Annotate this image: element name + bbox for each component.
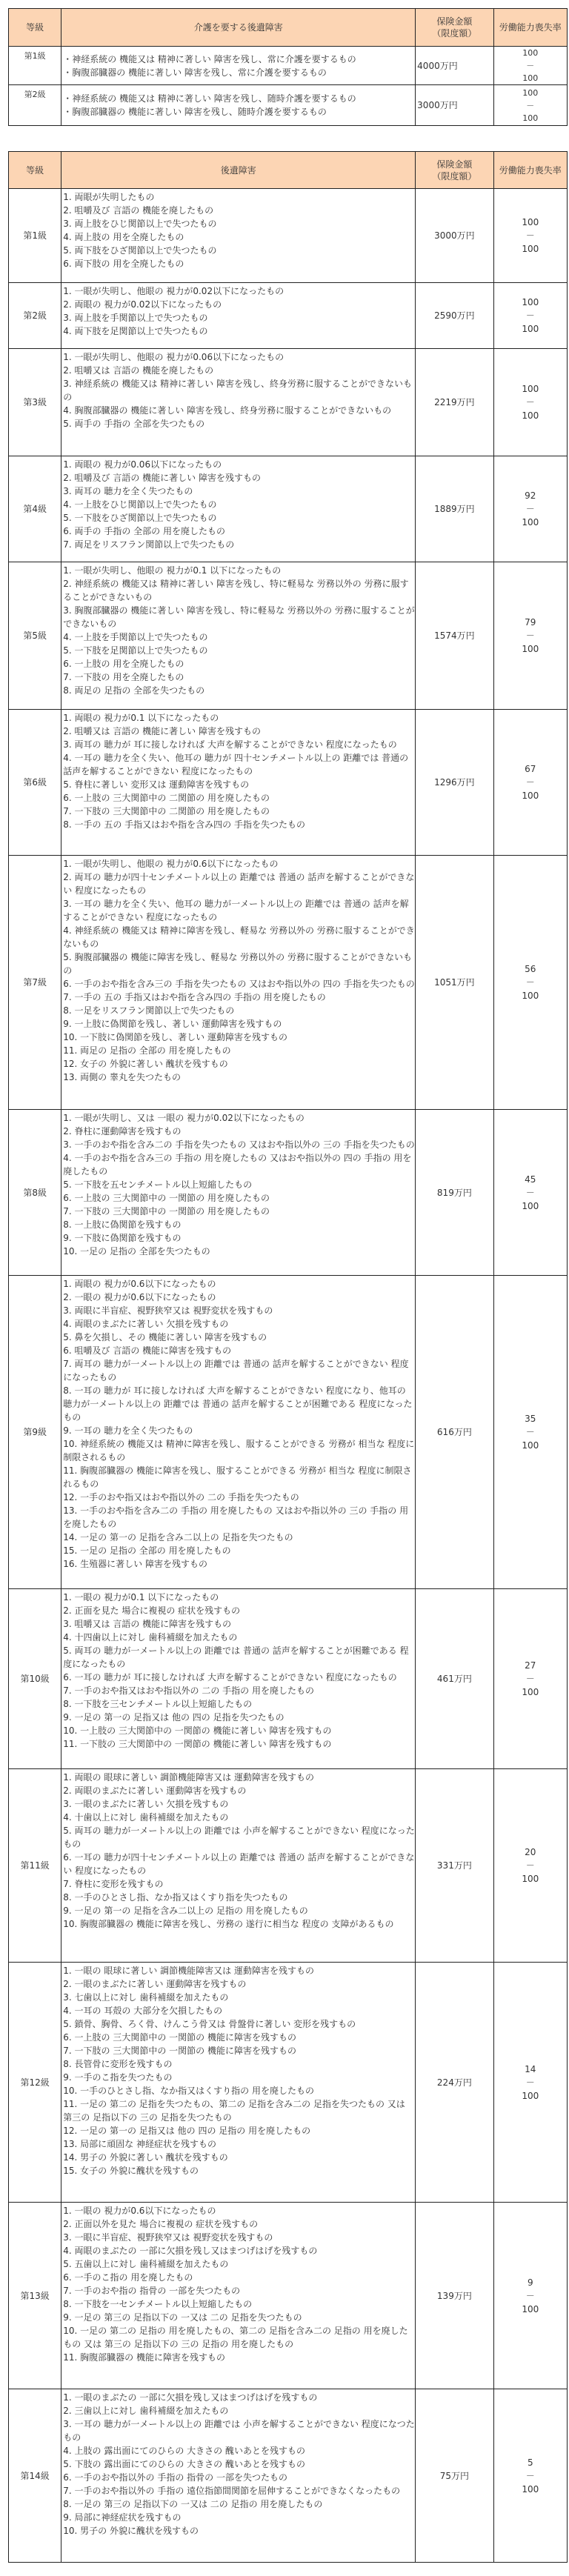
disability-item: ・胸腹部臓器の 機能に著しい 障害を残し、随時介護を要するもの	[63, 107, 327, 117]
rate-top: 56	[525, 964, 536, 974]
disability-item: 5. 一下肢をひざ関節以上で失つたもの	[63, 513, 217, 523]
disability-item: 5. 胸腹部臓器の 機能に障害を残し、軽易な 労務以外の 労務に服することができないもの	[63, 952, 412, 976]
rate-top: 100	[522, 48, 539, 58]
rate-bottom: 100	[522, 1874, 539, 1884]
disability-item: 1. 一眼のまぶたの 一部に欠損を残し又はまつげはげを残すもの	[63, 2392, 318, 2403]
disability-item: 6. 一上肢の 三大関節中の 二関節の 用を廃したもの	[63, 793, 270, 803]
rate-sep: －	[525, 777, 535, 788]
rate-top: 45	[525, 1174, 536, 1185]
disability-item: 1. 一眼の 視力が0.6以下になったもの	[63, 2206, 216, 2216]
rate-sep: －	[525, 397, 535, 407]
disability-item: 7. 脊柱に変形を残すもの	[63, 1879, 164, 1889]
disability-item: 2. 正面以外を見た 場合に複視の 症状を残すもの	[63, 2219, 259, 2229]
disability-item: 14. 一足の 第一の 足指を含み二以上の 足指を失つたもの	[63, 1532, 293, 1542]
table-row	[9, 2389, 568, 2563]
disability-item: 4. 神経系統の 機能又は 精神に障害を残し、軽易な 労務以外の 労務に服することができないもの	[63, 925, 415, 949]
disability-item: 4. 一手のおや指を含み三の 手指の 用を廃したもの 又はおや指以外の 四の 手指の 用を廃したもの	[63, 1153, 412, 1176]
insurance-amount-cell: 139万円	[416, 2203, 493, 2389]
work-capacity-loss-rate-cell	[493, 2389, 567, 2563]
insurance-amount-cell: 75万円	[416, 2389, 493, 2563]
insurance-amount-cell: 1296万円	[416, 710, 493, 856]
disability-item: 3. 両上肢をひじ関節以上で失つたもの	[63, 219, 217, 229]
rate-bottom: 100	[522, 324, 539, 334]
rate-top: 27	[525, 1660, 536, 1671]
rate-bottom: 100	[522, 73, 539, 83]
insurance-amount-cell: 331万円	[416, 1769, 493, 1963]
disability-item: 4. 両下肢を足関節以上で失つたもの	[63, 326, 208, 336]
disability-item: ・神経系統の 機能又は 精神に著しい 障害を残し、随時介護を要するもの	[63, 93, 356, 104]
disability-item: 6. 咀嚼及び 言語の 機能に障害を残すもの	[63, 1345, 232, 1356]
disability-description-cell	[61, 189, 416, 283]
work-capacity-loss-rate-cell	[493, 562, 567, 710]
disability-item: 9. 一上肢に偽関節を残し、著しい 運動障害を残すもの	[63, 1019, 282, 1029]
disability-item: 14. 男子の 外貌に著しい 醜状を残すもの	[63, 2152, 228, 2163]
disability-item: 8. 長管骨に変形を残すもの	[63, 2059, 173, 2069]
rate-sep: －	[525, 630, 535, 641]
rate-bottom: 100	[522, 1440, 539, 1451]
work-capacity-loss-rate-cell	[493, 349, 567, 456]
header-amount	[416, 152, 493, 189]
rate-bottom: 100	[522, 244, 539, 254]
table-row	[9, 189, 568, 283]
disability-item: 5. 両耳の 聴力が一メートル以上の 距離では 小声を解することができない 程度になったもの	[63, 1826, 415, 1849]
disability-item: 6. 一上肢の 用を全廃したもの	[63, 659, 184, 669]
disability-item: 16. 生殖器に著しい 障害を残すもの	[63, 1559, 207, 1569]
work-capacity-loss-rate-cell	[493, 1769, 567, 1963]
disability-item: 2. 神経系統の 機能又は 精神に著しい 障害を残し、特に軽易な 労務以外の 労務に服することができないもの	[63, 579, 409, 602]
insurance-amount-cell: 3000万円	[416, 85, 493, 126]
work-capacity-loss-rate-cell	[493, 1963, 567, 2203]
rate-bottom: 100	[522, 517, 539, 527]
header-rate: 労働能力喪失率	[493, 152, 567, 189]
table-row	[9, 710, 568, 856]
disability-item: 5. 一下肢を五センチメートル以上短縮したもの	[63, 1179, 253, 1190]
disability-item: 7. 一手のおや指以外の 手指の 遠位指節間関節を屈伸することができなくなったもの	[63, 2486, 401, 2496]
disability-item: 11. 一下肢の 三大関節中の 一関節の 機能に著しい 障害を残すもの	[63, 1739, 332, 1749]
table-row	[9, 1769, 568, 1963]
disability-item: 3. 両耳の 聴力を全く失つたもの	[63, 486, 193, 496]
disability-item: 3. 一耳の 聴力が一メートル以上の 距離では 小声を解することができない 程度になつたもの	[63, 2419, 415, 2443]
disability-item: 2. 三歯以上に対し 歯科補綴を加えたもの	[63, 2406, 229, 2416]
disability-item: 8. 一下肢を三センチメートル以上短縮したもの	[63, 1699, 253, 1709]
disability-item: 9. 一下肢に偽関節を残すもの	[63, 1233, 182, 1243]
disability-item: 10. 一足の 第二の 足指の 用を廃したもの、第二の 足指を含み二の 足指の 用を廃したもの 又は 第三の 足指以下の 三の 足指の 用を廃したもの	[63, 2326, 408, 2349]
grade-cell: 第3級	[9, 349, 61, 456]
grade-cell: 第5級	[9, 562, 61, 710]
disability-description-cell	[61, 710, 416, 856]
disability-item: 7. 一下肢の 三大関節中の 二関節の 用を廃したもの	[63, 806, 270, 816]
insurance-amount-cell: 4000万円	[416, 47, 493, 85]
table-row	[9, 1963, 568, 2203]
disability-item: 7. 一手のおや指の 指骨の 一部を失つたもの	[63, 2286, 241, 2296]
disability-item: 2. 両耳の 聴力が四十センチメートル以上の 距離では 普通の 話声を解することができない 程度になったもの	[63, 872, 415, 896]
grade-cell: 第1級	[9, 47, 61, 85]
disability-item: 11. 両足の 足指の 全部の 用を廃したもの	[63, 1045, 231, 1056]
table-header-row	[9, 9, 568, 47]
disability-item: 8. 一上肢に偽関節を残すもの	[63, 1219, 182, 1230]
insurance-amount-cell: 1889万円	[416, 456, 493, 562]
disability-item: 7. 一手のおや指又はおや指以外の 二の 手指の 用を廃したもの	[63, 1685, 314, 1696]
disability-item: 3. 咀嚼又は 言語の 機能に障害を残すもの	[63, 1619, 232, 1629]
disability-item: 3. 両眼に半盲症、視野狭窄又は 視野変状を残すもの	[63, 1305, 273, 1316]
disability-item: 1. 両眼の 視力が0.1 以下になったもの	[63, 713, 219, 723]
disability-item: 2. 正面を見た 場合に複視の 症状を残すもの	[63, 1605, 241, 1616]
disability-item: 7. 一手の 五の 手指又はおや指を含み四の 手指の 用を廃したもの	[63, 992, 326, 1002]
disability-description-cell	[61, 2389, 416, 2563]
rate-bottom: 100	[522, 1200, 539, 1211]
disability-item: 11. 胸腹部臓器の 機能に障害を残すもの	[63, 2352, 225, 2363]
disability-item: 8. 一耳の 聴力が 耳に接しなければ 大声を解することができない 程度になり、他耳の 聴力が一メートル以上の 距離では 普通の 話声を解することが困難である 程度になったもの	[63, 1385, 413, 1422]
table-row	[9, 456, 568, 562]
disability-grade-table	[8, 151, 568, 2563]
rate-bottom: 100	[522, 113, 539, 123]
disability-item: 1. 一眼の 視力が0.1 以下になったもの	[63, 1592, 219, 1602]
disability-item: 7. 両足をリスフラン関節以上で失つたもの	[63, 539, 235, 550]
rate-top: 100	[522, 87, 539, 98]
disability-item: 5. 両手の 手指の 全部を失つたもの	[63, 419, 205, 429]
disability-description-cell	[61, 1769, 416, 1963]
insurance-amount-cell: 2590万円	[416, 283, 493, 349]
disability-item: 4. 一上肢をひじ関節以上で失つたもの	[63, 499, 217, 510]
work-capacity-loss-rate-cell	[493, 2203, 567, 2389]
disability-item: 6. 一手のこ指の 用を廃したもの	[63, 2272, 193, 2283]
disability-item: 3. 一眼のまぶたに著しい 欠損を残すもの	[63, 1799, 229, 1809]
grade-cell: 第1級	[9, 189, 61, 283]
disability-item: 1. 一眼の 眼球に著しい 調節機能障害又は 運動障害を残すもの	[63, 1966, 314, 1976]
care-table-body	[9, 47, 568, 126]
disability-description-cell	[61, 1276, 416, 1589]
disability-item: 7. 両耳の 聴力が一メートル以上の 距離では 普通の 話声を解することができない 程度になったもの	[63, 1359, 409, 1382]
disability-item: 15. 一足の 足指の 全部の 用を廃したもの	[63, 1545, 231, 1556]
grade-cell: 第11級	[9, 1769, 61, 1963]
work-capacity-loss-rate-cell	[493, 1589, 567, 1769]
disability-item: 10. 一手のひとさし指、なか指又はくすり指の 用を廃したもの	[63, 2086, 314, 2096]
table-row	[9, 283, 568, 349]
disability-item: 1. 一眼が失明し、他眼の 視力が0.1 以下になったもの	[63, 565, 282, 576]
insurance-amount-cell: 1051万円	[416, 856, 493, 1110]
disability-item: 2. 一眼のまぶたに著しい 運動障害を残すもの	[63, 1979, 247, 1989]
rate-sep: －	[526, 100, 535, 110]
disability-item: 15. 女子の 外貌に醜状を残すもの	[63, 2166, 199, 2176]
grade-cell: 第2級	[9, 85, 61, 126]
insurance-amount-cell: 2219万円	[416, 349, 493, 456]
rate-top: 5	[527, 2457, 533, 2468]
rate-sep: －	[525, 2470, 535, 2481]
header-amount-line1: 保険金額	[436, 16, 473, 27]
rate-bottom: 100	[522, 2303, 539, 2314]
disability-item: 2. 両眼の 視力が0.02以下になったもの	[63, 299, 222, 310]
rate-sep: －	[525, 2290, 535, 2301]
rate-top: 100	[522, 297, 539, 307]
disability-item: 6. 一上肢の 三大関節中の 一関節の 用を廃したもの	[63, 1193, 270, 1203]
disability-item: 11. 一足の 第二の 足指を失つたもの、第二の 足指を含み二の 足指を失つたもの 又は 第三の 足指以下の 三の 足指を失つたもの	[63, 2099, 405, 2123]
disability-item: 1. 両眼の 眼球に著しい 調節機能障害又は 運動障害を残すもの	[63, 1772, 314, 1783]
disability-item: 3. 一耳の 聴力を全く失い、他耳の 聴力が一メートル以上の 距離では 普通の 話声を解することができない 程度になったもの	[63, 899, 409, 922]
header-description: 後遺障害	[61, 152, 416, 189]
work-capacity-loss-rate-cell	[493, 856, 567, 1110]
grade-cell: 第2級	[9, 283, 61, 349]
disability-item: 2. 両眼のまぶたに著しい 運動障害を残すもの	[63, 1785, 247, 1796]
table-row	[9, 85, 568, 126]
disability-item: 10. 胸腹部臓器の 機能に障害を残し、労務の 遂行に相当な 程度の 支障があるもの	[63, 1919, 394, 1929]
rate-top: 14	[525, 2063, 536, 2074]
disability-item: 6. 一耳の 聴力が四十センチメートル以上の 距離では 普通の 話声を解することができない 程度になったもの	[63, 1852, 415, 1876]
disability-item: 5. 両耳の 聴力が一メートル以上の 距離では 普通の 話声を解することが困難である 程度になったもの	[63, 1645, 409, 1669]
work-capacity-loss-rate-cell	[493, 47, 567, 85]
table-row	[9, 47, 568, 85]
disability-item: 13. 一手のおや指を含み二の 手指の 用を廃したもの 又はおや指以外の 三の 手指の 用を廃したもの	[63, 1505, 409, 1529]
disability-item: 1. 一眼が失明し、他眼の 視力が0.06以下になったもの	[63, 352, 284, 362]
rate-top: 79	[525, 617, 536, 628]
rate-top: 67	[525, 764, 536, 774]
disability-item: 6. 一耳の 聴力が 耳に接しなければ 大声を解することができない 程度になったもの	[63, 1672, 397, 1683]
disability-item: 9. 一足の 第一の 足指又は 他の 四の 足指を失つたもの	[63, 1712, 284, 1723]
rate-sep: －	[525, 230, 535, 241]
rate-bottom: 100	[522, 2483, 539, 2495]
disability-item: 9. 一手のこ指を失つたもの	[63, 2072, 173, 2083]
disability-item: 13. 局部に頑固な 神経症状を残すもの	[63, 2139, 216, 2149]
insurance-amount-cell: 224万円	[416, 1963, 493, 2203]
disability-item: 2. 一眼の 視力が0.6以下になったもの	[63, 1292, 216, 1302]
table-row	[9, 1589, 568, 1769]
disability-item: 2. 脊柱に運動障害を残すもの	[63, 1126, 182, 1136]
disability-item: 10. 神経系統の 機能又は 精神に障害を残し、服することができる 労務が 相当な 程度に制限されるもの	[63, 1439, 415, 1462]
disability-item: 8. 一手の 五の 手指又はおや指を含み四の 手指を失つたもの	[63, 819, 305, 830]
disability-item: 3. 一眼に半盲症、視野狭窄又は 視野変状を残すもの	[63, 2232, 273, 2243]
insurance-amount-cell: 819万円	[416, 1110, 493, 1276]
disability-item: 12. 女子の 外貌に著しい 醜状を残すもの	[63, 1059, 228, 1069]
insurance-amount-cell: 461万円	[416, 1589, 493, 1769]
grade-cell: 第4級	[9, 456, 61, 562]
disability-description-cell	[61, 1110, 416, 1276]
table-row	[9, 1276, 568, 1589]
disability-item: 11. 胸腹部臓器の 機能に障害を残し、服することができる 労務が 相当な 程度に制限されるもの	[63, 1465, 412, 1489]
work-capacity-loss-rate-cell	[493, 1276, 567, 1589]
disability-item: 8. 一下肢を一センチメートル以上短縮したもの	[63, 2299, 253, 2309]
rate-top: 92	[525, 490, 536, 501]
rate-top: 100	[522, 217, 539, 227]
rate-top: 35	[525, 1414, 536, 1424]
disability-item: 4. 上肢の 露出面にてのひらの 大きさの 醜いあとを残すもの	[63, 2446, 305, 2456]
disability-item: 6. 一上肢の 三大関節中の 一関節の 機能に障害を残すもの	[63, 2032, 296, 2043]
rate-sep: －	[525, 1187, 535, 1198]
grade-cell: 第12級	[9, 1963, 61, 2203]
disability-item: 10. 一上肢の 三大関節中の 一関節の 機能に著しい 障害を残すもの	[63, 1725, 332, 1736]
disability-item: 6. 両下肢の 用を全廃したもの	[63, 259, 184, 269]
rate-sep: －	[525, 1427, 535, 1437]
disability-item: 10. 一下肢に偽関節を残し、著しい 運動障害を残すもの	[63, 1032, 287, 1042]
disability-item: 5. 鼻を欠損し、その 機能に著しい 障害を残すもの	[63, 1332, 267, 1342]
disability-item: 9. 一足の 第三の 足指以下の 一又は 二の 足指を失つたもの	[63, 2312, 302, 2323]
disability-item: 5. 五歯以上に対し 歯科補綴を加えたもの	[63, 2259, 229, 2269]
disability-item: 9. 一足の 第一の 足指を含み二以上の 足指の 用を廃したもの	[63, 1906, 308, 1916]
disability-item: 4. 両眼のまぶたの 一部に欠損を残し又はまつげはげを残すもの	[63, 2246, 318, 2256]
disability-item: 4. 両上肢の 用を全廃したもの	[63, 232, 184, 242]
disability-item: 4. 一耳の 耳殻の 大部分を欠損したもの	[63, 2006, 223, 2016]
table-row	[9, 562, 568, 710]
grade-cell: 第14級	[9, 2389, 61, 2563]
table-row	[9, 856, 568, 1110]
rate-bottom: 100	[522, 1687, 539, 1697]
rate-bottom: 100	[522, 410, 539, 421]
disability-item: 4. 両眼のまぶたに著しい 欠損を残すもの	[63, 1319, 229, 1329]
rate-sep: －	[525, 310, 535, 321]
disability-item: 13. 両側の 睾丸を失つたもの	[63, 1072, 181, 1082]
header-amount-line2: （限度額）	[432, 170, 477, 182]
disability-item: 12. 一足の 第一の 足指又は 他の 四の 足指の 用を廃したもの	[63, 2126, 311, 2136]
disability-description-cell	[61, 562, 416, 710]
insurance-amount-cell: 3000万円	[416, 189, 493, 283]
rate-sep: －	[525, 504, 535, 514]
disability-item: 2. 咀嚼又は 言語の 機能を廃したもの	[63, 365, 214, 376]
disability-description-cell	[61, 856, 416, 1110]
rate-sep: －	[526, 61, 535, 70]
disability-item: 4. 胸腹部臓器の 機能に著しい 障害を残し、終身労務に服することができないもの	[63, 405, 392, 416]
disability-description-cell	[61, 349, 416, 456]
header-amount	[416, 9, 493, 47]
rate-top: 9	[527, 2277, 533, 2288]
rate-bottom: 100	[522, 2090, 539, 2101]
disability-item: 5. 両下肢をひざ関節以上で失つたもの	[63, 245, 217, 256]
disability-item: 1. 両眼の 視力が0.6以下になったもの	[63, 1279, 216, 1289]
work-capacity-loss-rate-cell	[493, 283, 567, 349]
disability-item: 12. 一手のおや指又はおや指以外の 二の 手指を失つたもの	[63, 1492, 299, 1502]
disability-item: 3. 神経系統の 機能又は 精神に著しい 障害を残し、終身労務に服することができないもの	[63, 379, 412, 402]
rate-sep: －	[525, 1674, 535, 1684]
grade-cell: 第6級	[9, 710, 61, 856]
grade-cell: 第13級	[9, 2203, 61, 2389]
disability-table-body	[9, 189, 568, 2563]
disability-item: 1. 一眼が失明し、他眼の 視力が0.6以下になったもの	[63, 859, 279, 869]
disability-item: 2. 咀嚼又は 言語の 機能に著しい 障害を残すもの	[63, 726, 261, 736]
disability-item: 9. 一耳の 聴力を全く失つたもの	[63, 1425, 193, 1436]
disability-item: 3. 胸腹部臓器の 機能に著しい 障害を残し、特に軽易な 労務以外の 労務に服することができないもの	[63, 605, 415, 629]
care-required-disability-table	[8, 8, 568, 126]
disability-item: 2. 咀嚼及び 言語の 機能に著しい 障害を残すもの	[63, 473, 261, 483]
disability-item: 5. 脊柱に著しい 変形又は 運動障害を残すもの	[63, 779, 250, 790]
disability-item: 10. 一足の 足指の 全部を失つたもの	[63, 1246, 210, 1257]
grade-cell: 第7級	[9, 856, 61, 1110]
disability-item: 1. 一眼が失明し、他眼の 視力が0.02以下になったもの	[63, 286, 284, 296]
disability-item: 1. 両眼の 視力が0.06以下になったもの	[63, 459, 222, 470]
rate-sep: －	[525, 1860, 535, 1871]
disability-item: 6. 一手のおや指以外の 手指の 指骨の 一部を失つたもの	[63, 2472, 287, 2483]
disability-item: ・胸腹部臓器の 機能に著しい 障害を残し、常に介護を要するもの	[63, 67, 327, 78]
header-grade: 等級	[9, 9, 61, 47]
disability-description-cell	[61, 1963, 416, 2203]
insurance-amount-cell: 1574万円	[416, 562, 493, 710]
disability-item: 4. 十歯以上に対し 歯科補綴を加えたもの	[63, 1812, 229, 1823]
table-row	[9, 2203, 568, 2389]
disability-item: 3. 両耳の 聴力が 耳に接しなければ 大声を解することができない 程度になったもの	[63, 739, 397, 750]
disability-item: 6. 一手のおや指を含み三の 手指を失つたもの 又はおや指以外の 四の 手指を失つたもの	[63, 979, 415, 989]
insurance-amount-cell: 616万円	[416, 1276, 493, 1589]
disability-item: 10. 男子の 外貌に醜状を残すもの	[63, 2526, 199, 2536]
grade-cell: 第8級	[9, 1110, 61, 1276]
disability-item: 4. 十四歯以上に対し 歯科補綴を加えたもの	[63, 1632, 238, 1643]
work-capacity-loss-rate-cell	[493, 456, 567, 562]
disability-description-cell	[61, 47, 416, 85]
disability-item: 1. 一眼が失明し、又は 一眼の 視力が0.02以下になったもの	[63, 1113, 305, 1123]
header-amount-line2: （限度額）	[432, 28, 477, 39]
disability-item: 8. 一手のひとさし指、なか指又はくすり指を失つたもの	[63, 1892, 288, 1903]
disability-description-cell	[61, 2203, 416, 2389]
work-capacity-loss-rate-cell	[493, 189, 567, 283]
disability-item: 5. 鎖骨、胸骨、ろく骨、けんこう骨又は 骨盤骨に著しい 変形を残すもの	[63, 2019, 356, 2029]
table-row	[9, 1110, 568, 1276]
disability-item: 3. 一手のおや指を含み二の 手指を失つたもの 又はおや指以外の 三の 手指を失つたもの	[63, 1139, 415, 1150]
disability-item: ・神経系統の 機能又は 精神に著しい 障害を残し、常に介護を要するもの	[63, 53, 356, 64]
disability-item: 3. 両上肢を手関節以上で失つたもの	[63, 313, 208, 323]
disability-item: 5. 一下肢を足関節以上で失つたもの	[63, 645, 208, 656]
disability-item: 9. 局部に神経症状を残すもの	[63, 2512, 182, 2523]
rate-top: 20	[525, 1847, 536, 1857]
disability-item: 8. 両足の 足指の 全部を失つたもの	[63, 685, 205, 696]
disability-item: 7. 一下肢の 用を全廃したもの	[63, 672, 184, 682]
work-capacity-loss-rate-cell	[493, 1110, 567, 1276]
disability-item: 3. 七歯以上に対し 歯科補綴を加えたもの	[63, 1992, 229, 2003]
disability-description-cell	[61, 456, 416, 562]
disability-item: 5. 下肢の 露出面にてのひらの 大きさの 醜いあとを残すもの	[63, 2459, 305, 2469]
disability-description-cell	[61, 85, 416, 126]
rate-bottom: 100	[522, 644, 539, 654]
rate-bottom: 100	[522, 791, 539, 801]
disability-item: 7. 一下肢の 三大関節中の 一関節の 機能に障害を残すもの	[63, 2046, 296, 2056]
table-row	[9, 349, 568, 456]
rate-bottom: 100	[522, 991, 539, 1001]
table-header-row	[9, 152, 568, 189]
grade-cell: 第10級	[9, 1589, 61, 1769]
header-amount-line1: 保険金額	[436, 159, 473, 170]
rate-sep: －	[525, 977, 535, 988]
work-capacity-loss-rate-cell	[493, 85, 567, 126]
disability-item: 4. 一耳の 聴力を全く失い、他耳の 聴力が 四十センチメートル以上の 距離では 普通の 話声を解することができない 程度になったもの	[63, 753, 409, 776]
rate-top: 100	[522, 384, 539, 394]
header-rate: 労働能力喪失率	[493, 9, 567, 47]
disability-description-cell	[61, 1589, 416, 1769]
disability-description-cell	[61, 283, 416, 349]
disability-item: 7. 一下肢の 三大関節中の 一関節の 用を廃したもの	[63, 1206, 270, 1217]
work-capacity-loss-rate-cell	[493, 710, 567, 856]
disability-item: 8. 一足をリスフラン関節以上で失つたもの	[63, 1005, 235, 1016]
disability-item: 8. 一足の 第三の 足指以下の 一又は 二の 足指の 用を廃したもの	[63, 2499, 323, 2509]
disability-item: 2. 咀嚼及び 言語の 機能を廃したもの	[63, 205, 214, 216]
disability-item: 1. 両眼が失明したもの	[63, 192, 155, 202]
grade-cell: 第9級	[9, 1276, 61, 1589]
rate-sep: －	[525, 2077, 535, 2088]
disability-item: 6. 両手の 手指の 全部の 用を廃したもの	[63, 526, 225, 536]
header-grade: 等級	[9, 152, 61, 189]
disability-item: 4. 一上肢を手関節以上で失つたもの	[63, 632, 208, 642]
header-description: 介護を要する後遺障害	[61, 9, 416, 47]
